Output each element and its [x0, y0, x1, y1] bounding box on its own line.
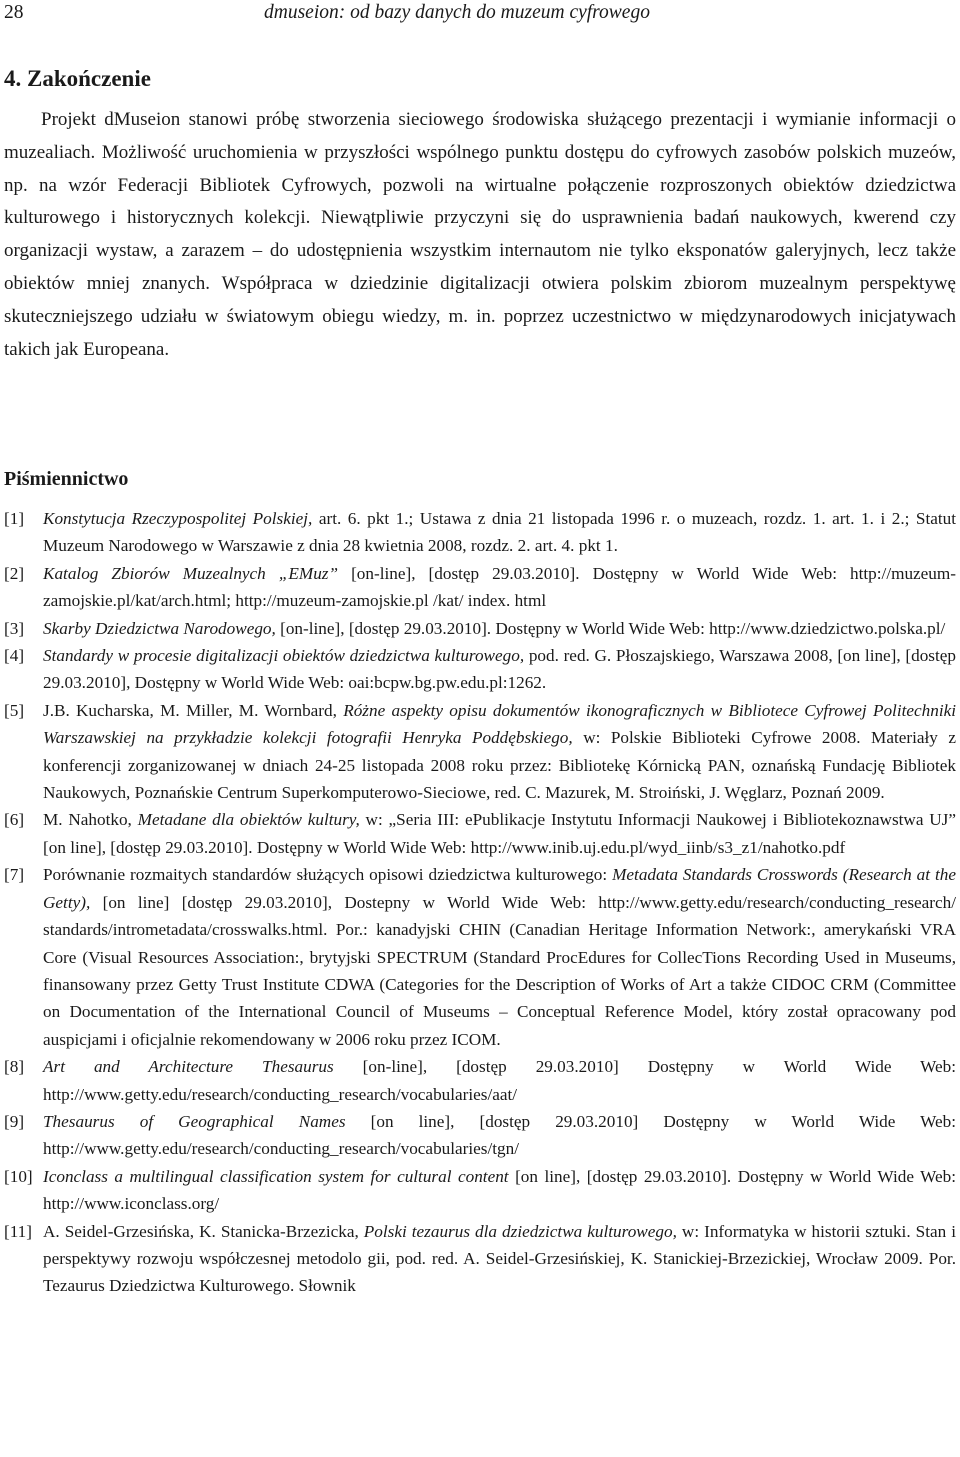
reference-number: [9] — [4, 1111, 25, 1131]
reference-details: [on-line], [dostęp 29.03.2010]. Dostępny w World Wide Web: http://www.dziedzictwo.polska.pl/ — [275, 618, 946, 638]
reference-details: [on line], [dostęp 29.03.2010] Dostępny w World Wide Web: http://www.getty.edu/research/conducting_research/vocabularies/tgn/ — [43, 1111, 956, 1159]
reference-number: [7] — [4, 865, 25, 885]
reference-item — [4, 697, 956, 807]
section-heading: 4. Zakończenie — [4, 66, 151, 91]
reference-title: Iconclass a multilingual classification system for cultural content — [43, 1166, 509, 1186]
reference-title: Metadane dla obiektów kultury, — [137, 810, 360, 830]
reference-title: Thesaurus of Geographical Names — [43, 1111, 346, 1131]
references-heading: Piśmiennictwo — [4, 468, 129, 490]
reference-title: Różne aspekty opisu dokumentów ikonograficznych w Bibliotece Cyfrowej Politechniki Warszawskiej na przykładzie kolekcji fotografii Henryka Poddębskiego, — [43, 700, 956, 748]
reference-item — [4, 1053, 956, 1108]
reference-details: art. 6. pkt 1.; Ustawa z dnia 21 listopada 1996 r. o muzeach, rozdz. 1. art. 1. i 2.; Statut Muzeum Narodowego w Warszawie z dnia 28 kwietnia 2008, rozdz. 2. art. 4. pkt 1. — [43, 509, 957, 556]
reference-item — [4, 1218, 956, 1300]
reference-title: Katalog Zbiorów Muzealnych „EMuz” — [43, 563, 339, 583]
reference-title: Standardy w procesie digitalizacji obiektów dziedzictwa kulturowego, — [43, 646, 525, 666]
reference-item — [4, 560, 956, 615]
reference-number: [6] — [4, 810, 25, 830]
conclusion-text: Projekt dMuseion stanowi próbę stworzenia sieciowego środowiska służącego prezentacji i wymianie informacji o muzealiach. Możliwość uruchomienia w przyszłości wspólnego punktu dostępu do cyfrowych zasobów polskich muzeów, np. na wzór Federacji Bibliotek Cyfrowych, pozwoli na wirtualne połączenie rozproszonych obiektów dziedzictwa kulturowego i historycznych kolekcji. Niewątpliwie przyczyni się do usprawnienia badań naukowych, kwerend czy organizacji wystaw, a zarazem – do udostępnienia wszystkim internautom nie tylko eksponatów galeryjnych, lecz także obiektów mniej znanych. Współpraca w dziedzinie digitalizacji otwiera polskim zbiorom muzealnym perspektywę skuteczniejszego udziału w światowym obiegu wiedzy, m. in. poprzez uczestnictwo w międzynarodowych inicjatywach takich jak Europeana. — [4, 109, 956, 360]
reference-title: Konstytucja Rzeczypospolitej Polskiej, — [43, 509, 313, 528]
reference-title: Skarby Dziedzictwa Narodowego, — [43, 618, 276, 638]
reference-number: [1] — [4, 509, 25, 528]
reference-item — [4, 505, 956, 560]
reference-number: [2] — [4, 563, 25, 583]
reference-authors: M. Nahotko, — [43, 810, 138, 830]
reference-title: Polski tezaurus dla dziedzictwa kulturowego, — [363, 1221, 677, 1241]
reference-item — [4, 1108, 956, 1163]
reference-authors: J.B. Kucharska, M. Miller, M. Wornbard, — [43, 700, 344, 720]
reference-number: [3] — [4, 618, 25, 638]
reference-title: Art and Architecture Thesaurus — [43, 1057, 334, 1077]
reference-list — [4, 505, 956, 1300]
reference-details: [on line], [dostęp 29.03.2010]. Dostępny w World Wide Web: http://www.iconclass.org/ — [43, 1166, 956, 1214]
reference-item — [4, 806, 956, 861]
reference-number: [11] — [4, 1221, 32, 1241]
page-header — [4, 0, 956, 32]
reference-authors: A. Seidel-Grzesińska, K. Stanicka-Brzezicka, — [43, 1221, 364, 1241]
reference-details: [on-line], [dostęp 29.03.2010] Dostępny w World Wide Web: http://www.getty.edu/research/conducting_research/vocabularies/aat/ — [43, 1057, 956, 1104]
reference-details: pod. red. G. Płoszajskiego, Warszawa 2008, [on line], [dostęp 29.03.2010], Dostępny w World Wide Web: oai:bcpw.bg.pw.edu.pl:1262. — [43, 646, 956, 693]
reference-number: [10] — [4, 1166, 33, 1186]
reference-title: Metadata Standards Crosswords (Research at the Getty), — [43, 865, 956, 912]
reference-number: [8] — [4, 1057, 25, 1077]
reference-item — [4, 642, 956, 697]
reference-details: [on-line], [dostęp 29.03.2010]. Dostępny w World Wide Web: http://muzeum-zamojskie.pl/kat/arch.html; http://muzeum-zamojskie.pl /kat/ index. html — [43, 563, 956, 611]
page-number: 28 — [4, 2, 24, 23]
conclusion-paragraph — [4, 104, 956, 366]
reference-authors: Porównanie rozmaitych standardów służących opisowi dziedzictwa kulturowego: — [43, 865, 613, 885]
reference-details: w: Informatyka w historii sztuki. Stan i perspektywy rozwoju współczesnej metodolo gii, pod. red. A. Seidel-Grzesińskiej, K. Stanickiej-Brzezickiej, Wrocław 2009. Por. Tezaurus Dziedzictwa Kulturowego. Słownik — [43, 1221, 957, 1296]
reference-item — [4, 1163, 956, 1218]
reference-number: [5] — [4, 700, 25, 720]
reference-details: w: Polskie Biblioteki Cyfrowe 2008. Materiały z konferencji zorganizowanej w dniach 24-25 listopada 2008 roku przez: Bibliotekę Kórnicką PAN, oznańską Fundację Bibliotek Naukowych, Poznańskie Centrum Superkomputerowo-Sieciowe, red. C. Mazurek, M. Stroiński, J. Węglarz, Poznań 2009. — [43, 728, 956, 803]
reference-item — [4, 615, 956, 642]
reference-details: w: „Seria III: ePublikacje Instytutu Informacji Naukowej i Bibliotekoznawstwa UJ” [on line], [dostęp 29.03.2010]. Dostępny w World Wide Web: http://www.inib.uj.edu.pl/wyd_iinb/s3_z1/nahotko.pdf — [43, 810, 956, 857]
reference-number: [4] — [4, 646, 25, 666]
running-title: dmuseion: od bazy danych do muzeum cyfrowego — [264, 2, 650, 23]
reference-details: [on line] [dostęp 29.03.2010], Dostepny w World Wide Web: http://www.getty.edu/research/conducting_research/ standards/intrometadata/crosswalks.html. Por.: kanadyjski CHIN (Canadian Heritage Information Network:, amerykański VRA Core (Visual Resources Association:, brytyjski SPECTRUM (Standard ProcEdures for CollecTions Recording Used in Museums, finansowany przez Getty Trust Institute CDWA (Categories for the Description of Works of Art a także CIDOC CRM (Committee on Documentation of the International Council of Museums – Conceptual Reference Model, który został opracowany pod auspicjami i oficjalnie rekomendowany w 2006 roku przez ICOM. — [43, 892, 956, 1049]
reference-item — [4, 861, 956, 1053]
